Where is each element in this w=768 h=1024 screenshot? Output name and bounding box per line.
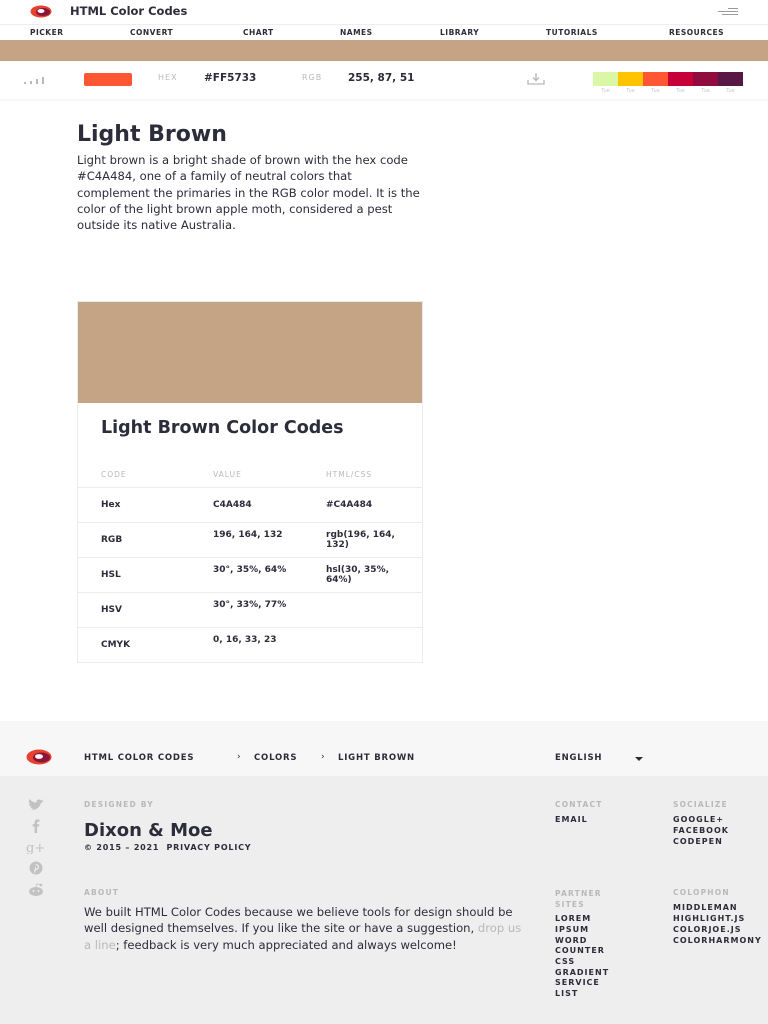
reddit-icon[interactable] [26, 883, 46, 897]
palette-caption: Tue [726, 88, 735, 94]
current-color-swatch[interactable] [84, 73, 132, 86]
color-swatch-large [78, 302, 422, 403]
designed-by-label: DESIGNED BY [84, 800, 154, 809]
breadcrumb-home[interactable]: HTML COLOR CODES [84, 753, 195, 763]
nav-convert[interactable]: CONVERT [130, 28, 174, 37]
footer-breadcrumb-bar [0, 721, 768, 776]
table-row [78, 522, 422, 557]
palette-swatch[interactable] [668, 72, 693, 86]
color-toolbar [0, 61, 768, 99]
row-value[interactable]: C4A484 [213, 500, 252, 510]
footer [0, 776, 768, 1024]
breadcrumb-current: LIGHT BROWN [338, 753, 415, 763]
column-header-css: HTML/CSS [326, 470, 373, 479]
partner-link-gradient[interactable]: GRADIENT [555, 968, 610, 977]
row-css[interactable]: hsl(30, 35%, 64%) [326, 565, 389, 585]
colophon-link-colorharmony[interactable]: COLORHARMONY [673, 936, 762, 945]
facebook-link[interactable]: FACEBOOK [673, 826, 729, 835]
row-css[interactable]: rgb(196, 164, 132) [326, 530, 395, 550]
nav-tutorials[interactable]: TUTORIALS [546, 28, 598, 37]
top-bar [0, 0, 768, 24]
palette-swatch[interactable] [593, 72, 618, 86]
twitter-icon[interactable] [26, 798, 46, 812]
partner-sites-label: PARTNER SITES [555, 889, 602, 909]
download-icon[interactable] [526, 72, 546, 86]
table-row [78, 592, 422, 627]
site-title[interactable]: HTML Color Codes [70, 4, 188, 18]
palette-caption: Tue [626, 88, 635, 94]
hex-value[interactable]: #FF5733 [204, 72, 257, 84]
partner-link-lorem[interactable]: LOREM [555, 914, 592, 923]
palette-swatch[interactable] [693, 72, 718, 86]
breadcrumb-colors[interactable]: COLORS [254, 753, 298, 763]
partner-link-counter[interactable]: COUNTER [555, 946, 605, 955]
logo-icon[interactable] [30, 5, 52, 18]
row-code: RGB [101, 535, 123, 545]
row-value[interactable]: 30°, 33%, 77% [213, 600, 287, 610]
drop-us-a-line-link[interactable]: drop us a line [84, 921, 522, 952]
copyright-text: © 2015 – 2021 [84, 843, 160, 852]
breadcrumb-chevron-icon: › [321, 752, 325, 762]
palette-swatch[interactable] [618, 72, 643, 86]
footer-logo-icon[interactable] [26, 749, 52, 765]
codepen-link[interactable]: CODEPEN [673, 837, 723, 846]
colophon-link-colorjoe[interactable]: COLORJOE.JS [673, 925, 742, 934]
table-row [78, 487, 422, 522]
google-plus-icon[interactable] [26, 840, 46, 854]
row-css[interactable]: #C4A484 [326, 500, 373, 510]
about-label: ABOUT [84, 888, 120, 897]
breadcrumb-chevron-icon: › [237, 752, 241, 762]
palette-caption: Tue [651, 88, 660, 94]
about-text: We built HTML Color Codes because we believe tools for design should be well designed themselves. If you like the site or have a suggestion, drop us a line; feedback is very much appreciated and always welcome! [84, 905, 522, 952]
color-codes-card [77, 301, 423, 663]
nav-library[interactable]: LIBRARY [440, 28, 480, 37]
socialize-label: SOCIALIZE [673, 800, 728, 809]
rgb-label: RGB [302, 73, 323, 82]
row-code: HSV [101, 605, 122, 615]
row-value[interactable]: 196, 164, 132 [213, 530, 283, 540]
column-header-code: CODE [101, 470, 127, 479]
color-description: Light brown is a bright shade of brown with the hex code #C4A484, one of a family of neutral colors that complement the primaries in the RGB color model. It is the color of the light brown apple moth, considered a pest outside its native Australia. [77, 153, 420, 233]
row-code: Hex [101, 500, 121, 510]
palette-swatch[interactable] [718, 72, 743, 86]
main-nav [0, 24, 768, 39]
partner-link-css[interactable]: CSS [555, 957, 576, 966]
row-code: HSL [101, 570, 121, 580]
page-title: Light Brown [77, 122, 227, 147]
designer-name[interactable]: Dixon & Moe [84, 820, 213, 841]
partner-link-ipsum[interactable]: IPSUM [555, 925, 590, 934]
color-band [0, 40, 768, 61]
palette-caption: Tue [701, 88, 710, 94]
partner-link-list[interactable]: LIST [555, 989, 579, 998]
partner-link-service[interactable]: SERVICE [555, 978, 600, 987]
hex-label: HEX [158, 73, 178, 82]
hamburger-menu-icon[interactable] [718, 8, 738, 18]
pinterest-icon[interactable] [26, 861, 46, 875]
colophon-link-highlight[interactable]: HIGHLIGHT.JS [673, 914, 746, 923]
nav-picker[interactable]: PICKER [30, 28, 64, 37]
row-value[interactable]: 0, 16, 33, 23 [213, 635, 277, 645]
nav-names[interactable]: NAMES [340, 28, 373, 37]
colophon-label: COLOPHON [673, 888, 730, 897]
column-header-value: VALUE [213, 470, 242, 479]
svg-text:g+: g+ [26, 841, 46, 854]
color-codes-title: Light Brown Color Codes [101, 418, 344, 438]
email-link[interactable]: EMAIL [555, 815, 588, 824]
language-select[interactable]: ENGLISH [555, 753, 603, 763]
facebook-icon[interactable] [26, 819, 46, 833]
palette-caption: Tue [601, 88, 610, 94]
contact-label: CONTACT [555, 800, 603, 809]
partner-link-word[interactable]: WORD [555, 936, 588, 945]
row-code: CMYK [101, 640, 131, 650]
privacy-policy-link[interactable]: PRIVACY POLICY [166, 843, 252, 852]
palette-swatch[interactable] [643, 72, 668, 86]
caret-down-icon[interactable] [635, 757, 643, 761]
nav-resources[interactable]: RESOURCES [669, 28, 725, 37]
table-row [78, 627, 422, 662]
google-plus-link[interactable]: GOOGLE+ [673, 815, 724, 824]
colophon-link-middleman[interactable]: MIDDLEMAN [673, 903, 738, 912]
nav-chart[interactable]: CHART [243, 28, 274, 37]
row-value[interactable]: 30°, 35%, 64% [213, 565, 287, 575]
rgb-value[interactable]: 255, 87, 51 [348, 72, 415, 84]
table-row [78, 557, 422, 592]
palette-caption: Tue [676, 88, 685, 94]
copyright-line [84, 843, 251, 852]
signal-bars-icon[interactable] [24, 76, 46, 84]
